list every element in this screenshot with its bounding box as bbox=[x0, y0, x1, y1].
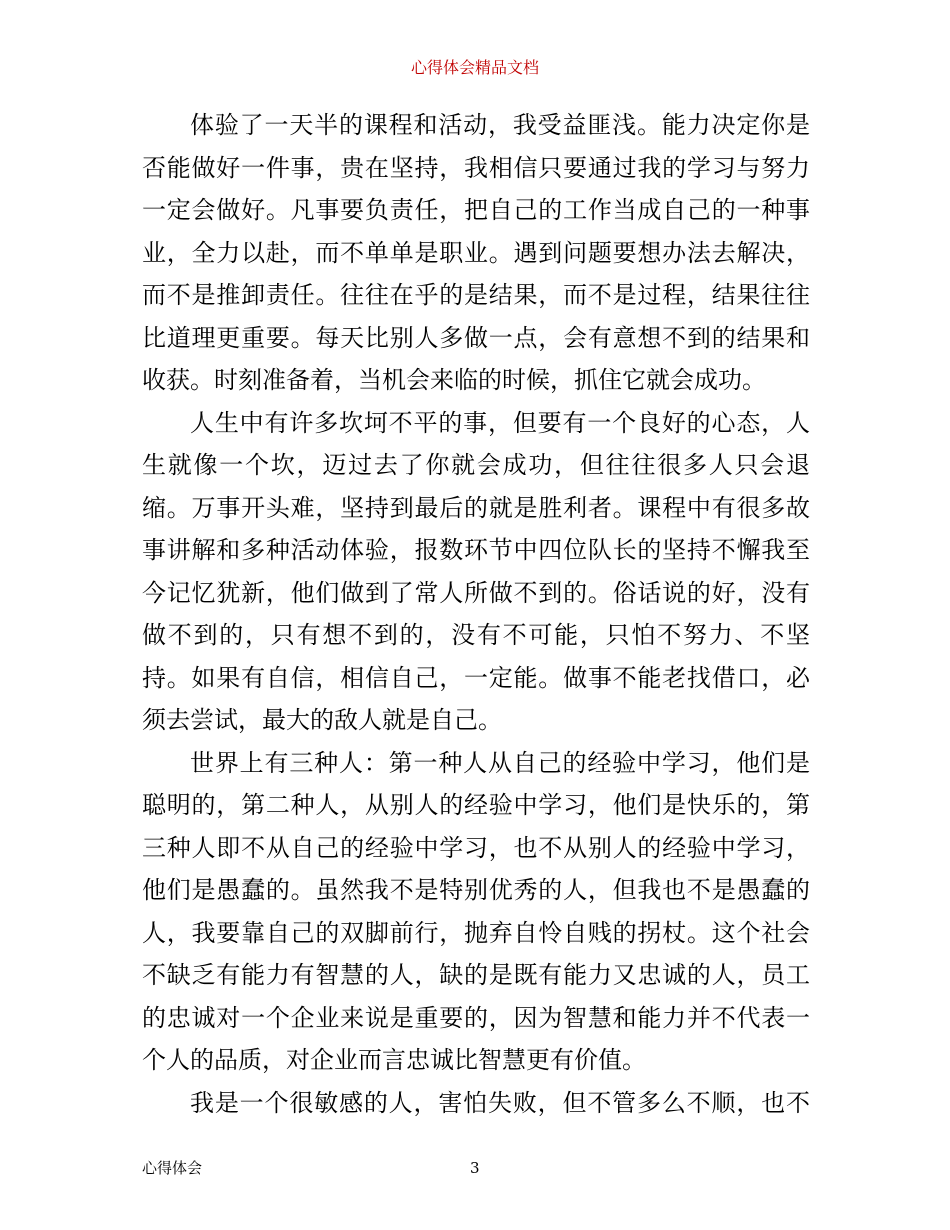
text-line: 人生中有许多坎坷不平的事，但要有一个良好的心态，人 bbox=[190, 408, 810, 437]
text-line: 做不到的，只有想不到的，没有不可能，只怕不努力、不坚 bbox=[142, 621, 810, 649]
paragraph-1 bbox=[142, 104, 810, 402]
text-line: 缩。万事开头难，坚持到最后的就是胜利者。课程中有很多故 bbox=[142, 493, 810, 522]
text-line: 聪明的，第二种人，从别人的经验中学习，他们是快乐的，第 bbox=[142, 791, 810, 819]
text-line: 而不是推卸责任。往往在乎的是结果，而不是过程，结果往往 bbox=[142, 281, 810, 309]
page-header: 心得体会精品文档 bbox=[410, 58, 539, 77]
paragraph-4 bbox=[142, 1082, 810, 1125]
text-line: 的忠诚对一个企业来说是重要的，因为智慧和能力并不代表一 bbox=[142, 1003, 810, 1032]
text-line: 今记忆犹新，他们做到了常人所做不到的。俗话说的好，没有 bbox=[142, 578, 810, 607]
text-line: 收获。时刻准备着，当机会来临的时候，抓住它就会成功。 bbox=[142, 366, 766, 394]
text-line: 持。如果有自信，相信自己，一定能。做事不能老找借口，必 bbox=[142, 663, 810, 692]
text-line: 他们是愚蠢的。虽然我不是特别优秀的人，但我也不是愚蠢的 bbox=[142, 876, 810, 904]
page-footer bbox=[142, 1156, 810, 1180]
text-line: 一定会做好。凡事要负责任，把自己的工作当成自己的一种事 bbox=[142, 196, 810, 224]
text-line: 体验了一天半的课程和活动，我受益匪浅。能力决定你是 bbox=[190, 111, 810, 139]
text-line: 个人的品质，对企业而言忠诚比智慧更有价值。 bbox=[142, 1046, 646, 1074]
text-line: 生就像一个坎，迈过去了你就会成功，但往往很多人只会退 bbox=[142, 451, 810, 479]
text-line: 比道理更重要。每天比别人多做一点，会有意想不到的结果和 bbox=[142, 323, 810, 352]
text-line: 三种人即不从自己的经验中学习，也不从别人的经验中学习， bbox=[142, 833, 810, 862]
text-line: 人，我要靠自己的双脚前行，抛弃自怜自贱的拐杖。这个社会 bbox=[142, 918, 810, 947]
text-line: 我是一个很敏感的人，害怕失败，但不管多么不顺，也不 bbox=[190, 1088, 810, 1117]
paragraph-2 bbox=[142, 402, 810, 742]
text-line: 事讲解和多种活动体验，报数环节中四位队长的坚持不懈我至 bbox=[142, 536, 810, 564]
text-line: 否能做好一件事，贵在坚持，我相信只要通过我的学习与努力 bbox=[142, 153, 810, 182]
footer-label: 心得体会 bbox=[142, 1159, 203, 1177]
document-body bbox=[142, 104, 810, 1124]
text-line: 须去尝试，最大的敌人就是自己。 bbox=[142, 706, 502, 734]
page-number: 3 bbox=[470, 1159, 480, 1177]
text-line: 世界上有三种人：第一种人从自己的经验中学习，他们是 bbox=[190, 748, 810, 777]
text-line: 不缺乏有能力有智慧的人，缺的是既有能力又忠诚的人，员工 bbox=[142, 961, 810, 989]
text-line: 业，全力以赴，而不单单是职业。遇到问题要想办法去解决， bbox=[142, 238, 810, 267]
paragraph-3 bbox=[142, 742, 810, 1082]
